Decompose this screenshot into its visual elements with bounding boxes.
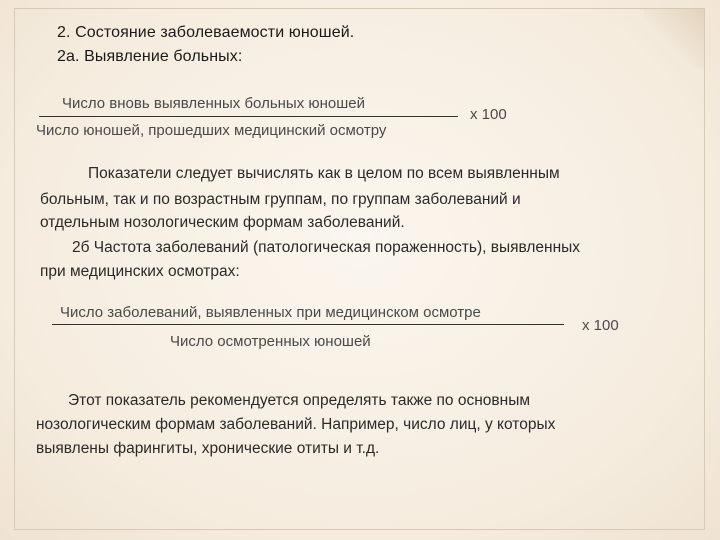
formula1-fraction-bar <box>39 116 458 117</box>
formula1-numerator: Число вновь выявленных больных юношей <box>62 95 365 112</box>
paragraph2-line-3: выявлены фарингиты, хронические отиты и т.д. <box>36 440 380 457</box>
paragraph1-line-5: при медицинских осмотрах: <box>40 263 240 280</box>
paragraph1-line-3: отдельным нозологическим формам заболеваний. <box>40 214 405 231</box>
formula2-fraction-bar <box>52 324 564 325</box>
paragraph2-line-1: Этот показатель рекомендуется определять также по основным <box>68 392 530 409</box>
paragraph1-line-1: Показатели следует вычислять как в целом по всем выявленным <box>88 165 560 182</box>
formula2-multiplier: х 100 <box>582 317 619 334</box>
formula1-multiplier: х 100 <box>470 106 507 123</box>
heading-line-2: 2а. Выявление больных: <box>57 48 243 65</box>
formula2-numerator: Число заболеваний, выявленных при медицинском осмотре <box>60 304 481 321</box>
paragraph1-line-4: 2б Частота заболеваний (патологическая пораженность), выявленных <box>72 239 581 256</box>
heading-line-1: 2. Состояние заболеваемости юношей. <box>57 24 355 41</box>
paragraph2-line-2: нозологическим формам заболеваний. Например, число лиц, у которых <box>36 416 556 433</box>
paragraph1-line-2: больным, так и по возрастным группам, по группам заболеваний и <box>40 191 521 208</box>
corner-decoration <box>644 9 704 69</box>
formula2-denominator: Число осмотренных юношей <box>170 333 371 350</box>
formula1-denominator: Число юношей, прошедших медицинский осмотру <box>36 122 387 139</box>
